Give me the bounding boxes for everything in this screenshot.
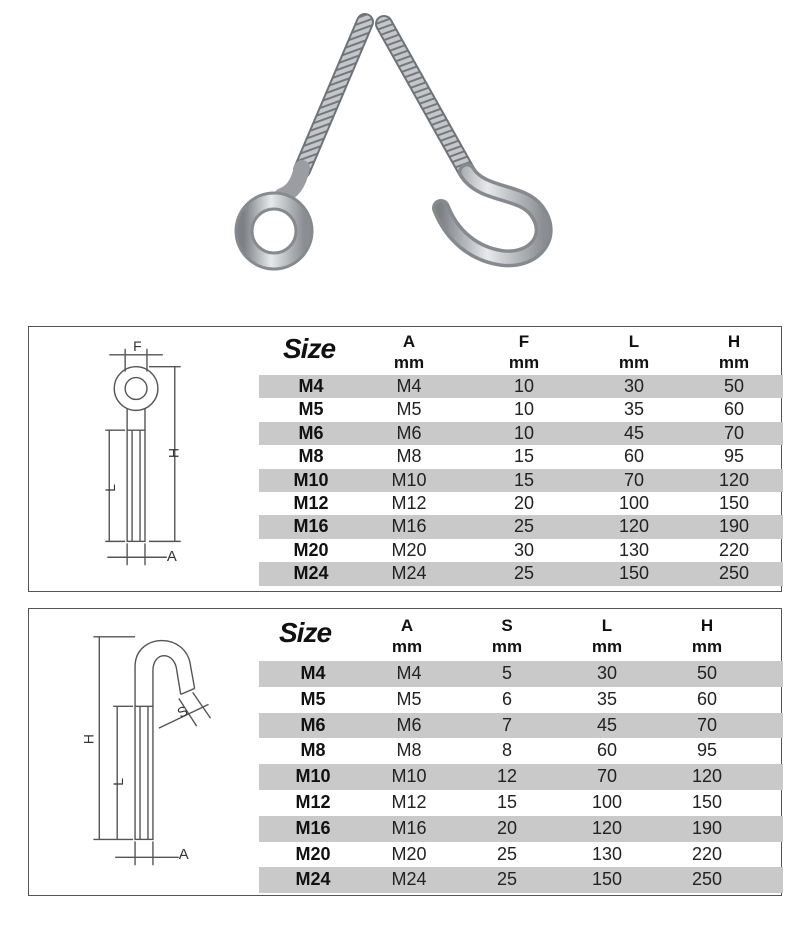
- value-cell-l: 30: [623, 376, 645, 396]
- size-cell: M8: [300, 740, 326, 761]
- value-cell-a: M8: [396, 740, 422, 761]
- value-cell-l: 150: [618, 563, 650, 584]
- table-row: [259, 867, 783, 893]
- value-cell-h: 50: [696, 663, 718, 683]
- value-cell-f: 25: [513, 563, 535, 584]
- value-cell-h: 50: [723, 376, 745, 396]
- eye-bolt-diagram: [29, 327, 259, 591]
- size-cell: M5: [298, 399, 324, 420]
- value-cell-s: 20: [496, 817, 518, 838]
- value-cell-a: M12: [391, 492, 427, 513]
- value-cell-h: 95: [723, 446, 745, 467]
- value-cell-f: 15: [513, 446, 535, 467]
- dim-label-a: A: [166, 549, 177, 566]
- table-row: [259, 398, 783, 421]
- value-cell-l: 130: [618, 539, 650, 560]
- column-header-f: F mm: [508, 332, 540, 372]
- table-row: [259, 445, 783, 468]
- value-cell-l: 35: [596, 688, 618, 709]
- size-cell: M12: [295, 791, 331, 812]
- size-cell: M10: [293, 469, 329, 490]
- table-row: [259, 539, 783, 562]
- table-row: [259, 713, 783, 739]
- size-cell: M24: [295, 869, 331, 890]
- dim-label-h: H: [165, 447, 182, 459]
- size-cell: M16: [295, 817, 331, 838]
- value-cell-l: 60: [596, 740, 618, 761]
- value-cell-h: 95: [696, 740, 718, 761]
- table-row: [259, 661, 783, 687]
- value-cell-l: 100: [618, 492, 650, 513]
- size-cell: M12: [293, 492, 329, 513]
- value-cell-a: M5: [396, 688, 422, 709]
- table-row: [259, 687, 783, 713]
- value-cell-s: 12: [496, 766, 518, 787]
- value-cell-l: 130: [591, 843, 623, 864]
- column-header-h: H mm: [691, 616, 723, 656]
- product-photo: [0, 0, 790, 320]
- value-cell-h: 120: [718, 469, 750, 490]
- size-cell: M20: [293, 539, 329, 560]
- value-cell-s: 8: [501, 740, 512, 761]
- value-cell-l: 35: [623, 399, 645, 420]
- value-cell-h: 150: [718, 492, 750, 513]
- dim-label-s: S: [174, 702, 191, 721]
- eye-bolt-spec-panel: [28, 326, 782, 592]
- value-cell-f: 10: [513, 399, 535, 420]
- value-cell-l: 70: [623, 469, 645, 490]
- value-cell-a: M10: [391, 766, 427, 787]
- value-cell-a: M4: [396, 663, 422, 683]
- value-cell-a: M10: [391, 469, 427, 490]
- value-cell-h: 190: [718, 516, 750, 537]
- table-row: [259, 375, 783, 398]
- column-header-a: A mm: [393, 332, 425, 372]
- value-cell-h: 60: [696, 688, 718, 709]
- value-cell-a: M20: [391, 843, 427, 864]
- size-cell: M20: [295, 843, 331, 864]
- hook-bolt-diagram: [29, 609, 259, 895]
- column-header-l: L mm: [591, 616, 623, 656]
- value-cell-l: 100: [591, 791, 623, 812]
- value-cell-l: 120: [591, 817, 623, 838]
- value-cell-a: M20: [391, 539, 427, 560]
- value-cell-a: M16: [391, 516, 427, 537]
- value-cell-a: M8: [396, 446, 422, 467]
- hook-bolt-image: [384, 24, 544, 258]
- size-cell: M4: [300, 663, 326, 683]
- value-cell-h: 60: [723, 399, 745, 420]
- value-cell-h: 120: [691, 766, 723, 787]
- size-title: Size: [283, 333, 336, 364]
- value-cell-s: 7: [501, 714, 512, 735]
- value-cell-a: M6: [396, 714, 422, 735]
- value-cell-l: 30: [596, 663, 618, 683]
- value-cell-h: 250: [691, 869, 723, 890]
- size-cell: M24: [293, 563, 329, 584]
- value-cell-s: 15: [496, 791, 518, 812]
- value-cell-f: 10: [513, 376, 535, 396]
- value-cell-l: 45: [623, 422, 645, 443]
- column-header-h: H mm: [718, 332, 750, 372]
- value-cell-h: 250: [718, 563, 750, 584]
- hook-bolt-table-body: [259, 661, 783, 893]
- value-cell-l: 45: [596, 714, 618, 735]
- size-title: Size: [279, 617, 332, 648]
- dim-label-l: L: [110, 778, 127, 786]
- value-cell-s: 6: [501, 688, 512, 709]
- size-cell: M4: [298, 376, 324, 396]
- table-row: [259, 816, 783, 842]
- table-row: [259, 492, 783, 515]
- column-header-a: A mm: [391, 616, 423, 656]
- size-cell: M8: [298, 446, 324, 467]
- value-cell-a: M4: [396, 376, 422, 396]
- column-header-l: L mm: [618, 332, 650, 372]
- value-cell-l: 150: [591, 869, 623, 890]
- table-row: [259, 842, 783, 868]
- eye-bolt-table-body: [259, 375, 783, 586]
- table-row: [259, 469, 783, 492]
- value-cell-a: M5: [396, 399, 422, 420]
- value-cell-s: 25: [496, 843, 518, 864]
- table-row: [259, 764, 783, 790]
- size-cell: M16: [293, 516, 329, 537]
- value-cell-a: M24: [391, 869, 427, 890]
- value-cell-h: 190: [691, 817, 723, 838]
- dim-label-h: H: [80, 734, 97, 745]
- value-cell-l: 70: [596, 766, 618, 787]
- value-cell-s: 25: [496, 869, 518, 890]
- value-cell-h: 150: [691, 791, 723, 812]
- table-row: [259, 738, 783, 764]
- value-cell-a: M24: [391, 563, 427, 584]
- value-cell-a: M6: [396, 422, 422, 443]
- table-row: [259, 422, 783, 445]
- dim-label-l: L: [102, 484, 119, 492]
- value-cell-f: 30: [513, 539, 535, 560]
- eye-bolt-image: [244, 22, 365, 261]
- size-cell: M5: [300, 688, 326, 709]
- value-cell-h: 220: [718, 539, 750, 560]
- dim-label-f: F: [133, 337, 142, 354]
- column-header-s: S mm: [491, 616, 523, 656]
- value-cell-f: 25: [513, 516, 535, 537]
- value-cell-l: 120: [618, 516, 650, 537]
- size-cell: M6: [298, 422, 324, 443]
- value-cell-h: 70: [723, 422, 745, 443]
- value-cell-s: 5: [501, 663, 512, 683]
- table-row: [259, 515, 783, 538]
- hook-bolt-spec-panel: [28, 608, 782, 896]
- value-cell-h: 70: [696, 714, 718, 735]
- value-cell-f: 10: [513, 422, 535, 443]
- value-cell-l: 60: [623, 446, 645, 467]
- value-cell-f: 20: [513, 492, 535, 513]
- size-cell: M10: [295, 766, 331, 787]
- table-row: [259, 562, 783, 585]
- value-cell-a: M16: [391, 817, 427, 838]
- value-cell-a: M12: [391, 791, 427, 812]
- size-cell: M6: [300, 714, 326, 735]
- value-cell-f: 15: [513, 469, 535, 490]
- table-row: [259, 790, 783, 816]
- dim-label-a: A: [178, 847, 189, 864]
- value-cell-h: 220: [691, 843, 723, 864]
